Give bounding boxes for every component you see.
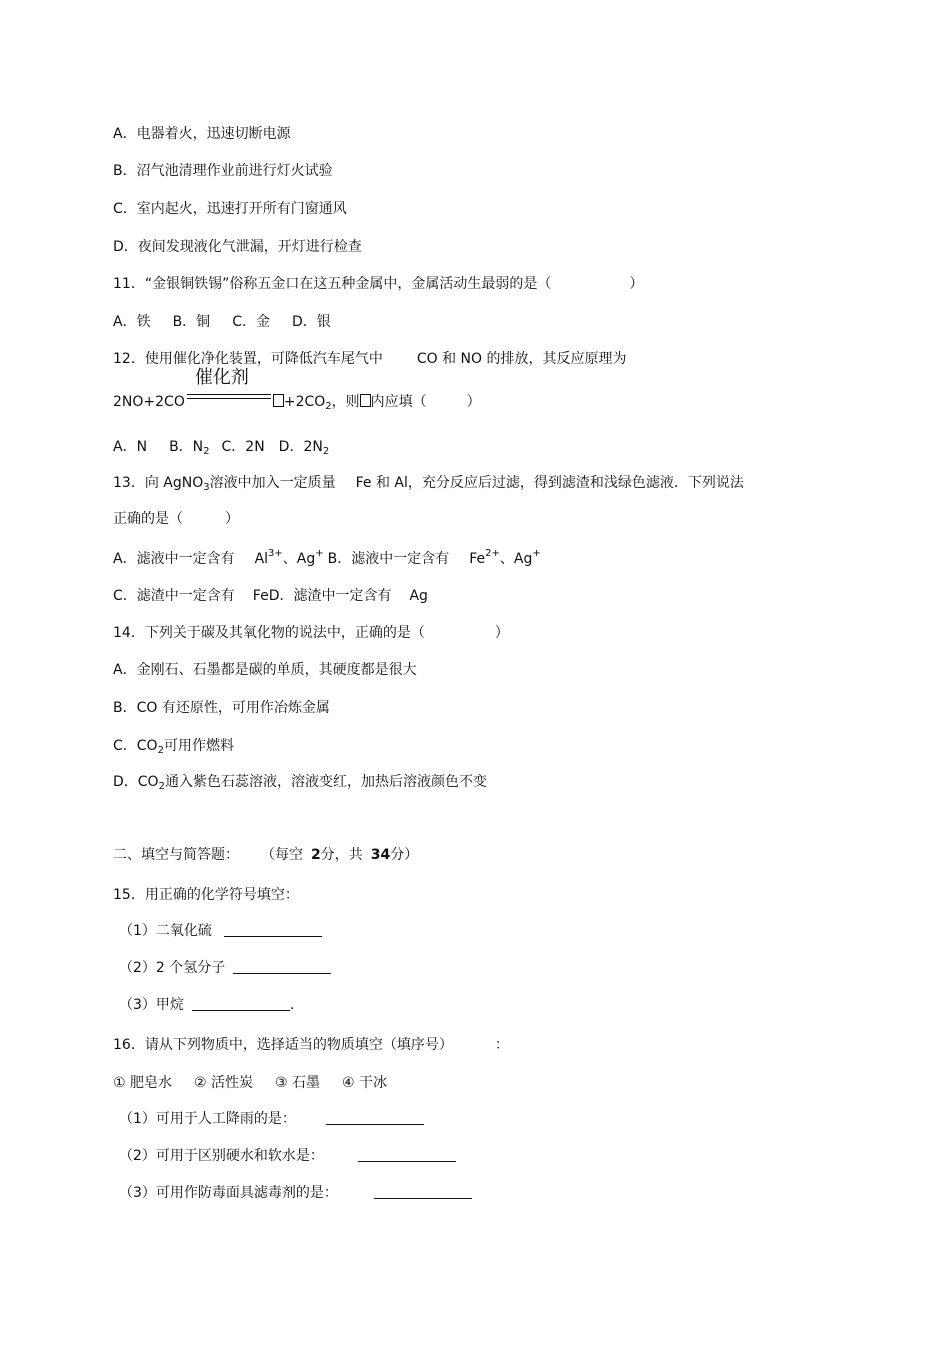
q13-option-b-ion: Fe xyxy=(469,551,486,567)
blank-box xyxy=(360,394,371,407)
q16-part2 xyxy=(119,1146,456,1166)
q13-stem-a: 13．向 AgNO xyxy=(113,475,204,491)
q13-option-c-text: C．滤渣中一定含有 xyxy=(113,588,235,604)
q11-option-b: B．铜 xyxy=(172,314,211,330)
q13-option-a-sep-charge: + xyxy=(315,548,324,559)
q16-stem-text: 16．请从下列物质中，选择适当的物质填空（填序号） xyxy=(113,1037,453,1053)
q13-option-a-ion: Al xyxy=(254,551,269,567)
q12-eq-left: 2NO+2CO xyxy=(113,394,185,410)
q13-stem-sub: 3 xyxy=(203,482,210,493)
answer-blank[interactable] xyxy=(326,1110,424,1125)
q12-eq-right: +2CO xyxy=(283,394,326,410)
eq-line-top xyxy=(187,394,271,395)
q16-items xyxy=(113,1073,387,1093)
q11-options xyxy=(113,312,331,332)
q12-equation xyxy=(113,367,481,412)
q10-option-a: A．电器着火，迅速切断电源 xyxy=(113,126,291,142)
blank-box xyxy=(273,394,284,407)
q13-options-ab xyxy=(113,549,541,569)
section2-score-total: 34 xyxy=(370,847,391,863)
q13-option-b-ion-charge: 2+ xyxy=(485,548,500,559)
q12-eq-tail: ，则 xyxy=(331,394,360,410)
q16-part3 xyxy=(119,1183,472,1203)
q12-eq-sub: 2 xyxy=(325,401,332,412)
q13-option-a-ion-charge: 3+ xyxy=(268,548,283,559)
answer-blank[interactable] xyxy=(192,996,290,1011)
q11-option-d: D．银 xyxy=(291,314,331,330)
q13-stem-c: Fe 和 Al，充分反应后过滤，得到滤渣和浅绿色滤液．下列说法 xyxy=(355,475,744,491)
q14-option-c-post: 可用作燃料 xyxy=(163,738,234,754)
q14-stem-text: 14．下列关于碳及其氧化物的说法中，正确的是（ xyxy=(113,625,425,641)
q14-option-d-post: 通入紫色石蕊溶液，溶液变红，加热后溶液颜色不变 xyxy=(164,774,487,790)
q13-options-cd xyxy=(113,586,428,606)
q13-option-b-sep: 、Ag xyxy=(499,551,533,567)
q12-stem-a: 12．使用催化净化装置，可降低汽车尾气中 xyxy=(113,351,383,367)
q10-option-c: C．室内起火，迅速打开所有门窗通风 xyxy=(113,201,347,217)
section2-title: 二、填空与简答题： xyxy=(113,847,239,863)
answer-blank[interactable] xyxy=(224,922,322,937)
eq-line-bottom xyxy=(187,398,271,399)
q13-option-a-sep: 、Ag xyxy=(282,551,316,567)
q13-stem-d: 正确的是（ xyxy=(113,511,183,527)
q13-option-b-sep-charge: + xyxy=(532,548,541,559)
q12-close: ） xyxy=(466,394,481,410)
q16-part1 xyxy=(119,1109,424,1129)
q16-item: ② 活性炭 xyxy=(194,1075,254,1091)
q16-stem xyxy=(113,1035,509,1055)
q14-stem xyxy=(113,623,509,643)
q12-option-c: C．2N xyxy=(221,439,265,455)
catalyst-label: 催化剂 xyxy=(194,367,249,388)
q15-part1-text: （1）二氧化硫 xyxy=(119,923,212,939)
q12-eq-tail2: 内应填（ xyxy=(370,394,427,410)
q12-stem xyxy=(113,349,626,369)
q13-stem-line2 xyxy=(113,509,239,529)
q16-part1-text: （1）可用于人工降雨的是： xyxy=(119,1111,296,1127)
q12-option-d-sub: 2 xyxy=(322,446,330,457)
q12-options xyxy=(113,437,329,457)
section2-note-a: （每空 xyxy=(261,847,303,863)
q12-option-b-sub: 2 xyxy=(203,446,210,457)
q14-option-d-pre: D．CO xyxy=(113,774,159,790)
q14-option-a: A．金刚石、石墨都是碳的单质，其硬度都是很大 xyxy=(113,662,417,678)
q13-option-a-text: A．滤液中一定含有 xyxy=(113,551,235,567)
q14-option-d-sub: 2 xyxy=(158,781,165,792)
q14-option-b: B．CO 有还原性，可用作冶炼金属 xyxy=(113,700,330,716)
q13-stem-b: 溶液中加入一定质量 xyxy=(209,475,336,491)
q15-part3-text: （3）甲烷 xyxy=(119,997,184,1013)
q15-stem: 15．用正确的化学符号填空： xyxy=(113,887,299,903)
q13-option-d-text: D．滤渣中一定含有 xyxy=(268,588,392,604)
q15-part2 xyxy=(119,958,331,978)
q11-stem-text: 11．“金银铜铁锡”俗称五金口在这五种金属中，金属活动生最弱的是（ xyxy=(113,276,552,292)
q16-part3-text: （3）可用作防毒面具滤毒剂的是： xyxy=(119,1185,338,1201)
section2-score-each: 2 xyxy=(311,847,321,863)
q12-stem-b: CO 和 NO 的排放，其反应原理为 xyxy=(416,351,627,367)
q14-option-c-sub: 2 xyxy=(157,745,164,756)
section2-note-c: 分） xyxy=(390,847,419,863)
q11-close: ） xyxy=(629,276,644,292)
q10-option-d: D．夜间发现液化气泄漏，开灯进行检查 xyxy=(113,239,362,255)
section2-note-b: 分，共 xyxy=(320,847,363,863)
q11-option-c: C．金 xyxy=(232,314,270,330)
q13-option-c-val: Fe xyxy=(252,588,269,604)
q12-option-b: B．N xyxy=(169,439,204,455)
q16-part2-text: （2）可用于区别硬水和软水是： xyxy=(119,1148,324,1164)
q13-close: ） xyxy=(225,511,239,527)
q13-stem xyxy=(113,473,744,493)
q14-option-c-pre: C．CO xyxy=(113,738,158,754)
q13-option-d-val: Ag xyxy=(409,588,428,604)
q15-part3-end: . xyxy=(289,997,295,1013)
q11-option-a: A．铁 xyxy=(113,314,151,330)
q15-part2-text: （2）2 个氢分子 xyxy=(119,960,226,976)
answer-blank[interactable] xyxy=(233,959,331,974)
q15-part3 xyxy=(119,995,294,1015)
q16-colon: ： xyxy=(494,1037,509,1053)
q12-option-a: A．N xyxy=(113,439,148,455)
q16-item: ① 肥皂水 xyxy=(113,1075,173,1091)
section2-header xyxy=(113,845,418,865)
q16-item: ④ 干冰 xyxy=(342,1075,388,1091)
q13-option-b-text: B．滤液中一定含有 xyxy=(327,551,450,567)
answer-blank[interactable] xyxy=(374,1184,472,1199)
q10-option-b: B．沼气池清理作业前进行灯火试验 xyxy=(113,163,333,179)
q11-stem xyxy=(113,274,643,294)
q14-option-d xyxy=(113,772,487,792)
q14-close: ） xyxy=(494,625,509,641)
q12-option-d: D．2N xyxy=(278,439,323,455)
answer-blank[interactable] xyxy=(358,1147,456,1162)
q16-item: ③ 石墨 xyxy=(275,1075,321,1091)
q14-option-c xyxy=(113,736,234,756)
q15-part1 xyxy=(119,921,322,941)
catalyst-arrow xyxy=(185,367,273,412)
